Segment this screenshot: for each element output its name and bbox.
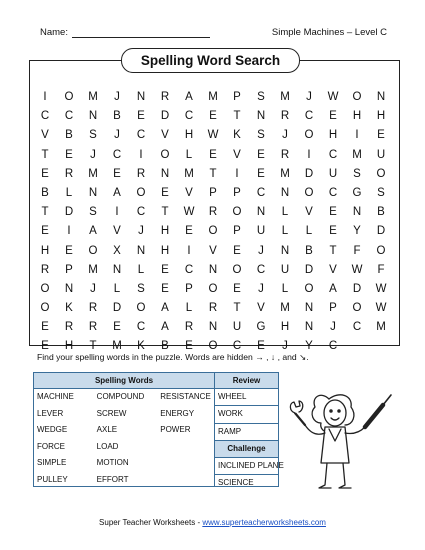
grid-letter[interactable]: O <box>136 302 146 315</box>
grid-letter[interactable]: A <box>89 225 97 238</box>
grid-letter[interactable]: V <box>161 129 169 142</box>
grid-letter[interactable]: M <box>88 263 98 276</box>
grid-letter[interactable]: E <box>209 110 217 123</box>
grid-letter[interactable]: E <box>161 263 169 276</box>
name-label: Name: <box>40 27 68 38</box>
grid-letter[interactable]: W <box>375 302 387 315</box>
letter-grid <box>33 88 393 357</box>
spelling-word: SIMPLE <box>37 458 67 467</box>
spelling-words-column-1 <box>34 389 94 486</box>
grid-letter[interactable]: A <box>113 186 121 199</box>
grid-letter[interactable]: O <box>64 91 74 103</box>
grid-letter[interactable]: R <box>208 206 218 219</box>
grid-letter[interactable]: W <box>207 129 219 142</box>
grid-letter[interactable]: E <box>329 206 337 219</box>
grid-letter[interactable]: O <box>304 129 314 142</box>
grid-letter[interactable]: U <box>376 148 386 161</box>
grid-letter[interactable]: P <box>233 225 241 238</box>
grid-letter[interactable]: L <box>281 282 289 295</box>
grid-letter[interactable]: F <box>377 263 385 276</box>
mechanic-girl-illustration <box>285 385 400 495</box>
challenge-word: INCLINED PLANE <box>215 458 278 475</box>
grid-letter[interactable]: H <box>160 225 170 238</box>
footer <box>0 518 425 527</box>
grid-letter[interactable]: L <box>65 186 73 199</box>
grid-letter[interactable]: E <box>41 225 49 238</box>
grid-letter[interactable]: U <box>328 167 338 180</box>
grid-letter[interactable]: Y <box>353 225 361 238</box>
grid-letter[interactable]: G <box>352 186 362 199</box>
grid-letter[interactable]: R <box>160 91 170 103</box>
grid-letter[interactable]: E <box>65 148 73 161</box>
grid-letter[interactable]: E <box>209 148 217 161</box>
grid-letter[interactable]: R <box>280 148 290 161</box>
grid-letter[interactable]: I <box>115 206 119 219</box>
grid-letter[interactable]: L <box>185 148 193 161</box>
grid-letter[interactable]: C <box>40 110 50 123</box>
grid-letter[interactable]: B <box>161 340 169 353</box>
grid-letter[interactable]: D <box>304 263 314 276</box>
grid-letter[interactable]: T <box>41 206 49 219</box>
grid-letter[interactable]: P <box>233 91 241 103</box>
grid-letter[interactable]: J <box>282 340 288 353</box>
grid-letter[interactable]: M <box>112 340 122 353</box>
grid-letter[interactable]: T <box>89 340 97 353</box>
grid-letter[interactable]: S <box>89 206 97 219</box>
grid-letter[interactable]: E <box>41 321 49 334</box>
grid-letter[interactable]: T <box>233 302 241 315</box>
grid-letter[interactable]: M <box>88 167 98 180</box>
grid-letter[interactable]: T <box>41 148 49 161</box>
spelling-words-column-2 <box>94 389 158 486</box>
grid-letter[interactable]: M <box>208 91 218 103</box>
grid-letter[interactable]: V <box>305 206 313 219</box>
grid-letter[interactable]: E <box>257 340 265 353</box>
grid-letter[interactable]: C <box>304 110 314 123</box>
grid-letter[interactable]: O <box>136 186 146 199</box>
grid-letter[interactable]: O <box>352 91 362 103</box>
grid-letter[interactable]: N <box>256 110 266 123</box>
grid-letter[interactable]: J <box>258 282 264 295</box>
spelling-words-list <box>34 389 215 486</box>
review-word: RAMP <box>215 424 278 441</box>
grid-letter[interactable]: P <box>209 186 217 199</box>
grid-letter[interactable]: E <box>161 282 169 295</box>
grid-letter[interactable]: D <box>304 167 314 180</box>
grid-letter[interactable]: E <box>65 244 73 257</box>
grid-letter[interactable]: D <box>352 282 362 295</box>
grid-letter[interactable]: B <box>41 186 49 199</box>
grid-letter[interactable]: J <box>258 244 264 257</box>
grid-letter[interactable]: V <box>41 129 49 142</box>
spelling-word: MOTION <box>96 458 129 467</box>
grid-letter[interactable]: O <box>304 282 314 295</box>
grid-letter[interactable]: R <box>280 110 290 123</box>
challenge-header: Challenge <box>215 441 278 458</box>
spelling-word: LOAD <box>96 441 119 451</box>
spelling-word: SCREW <box>96 408 127 418</box>
instruction-text: Find your spelling words in the puzzle. Words are hidden → , ↓ , and ↘. <box>37 352 309 362</box>
grid-letter[interactable]: N <box>112 263 122 276</box>
grid-letter[interactable]: H <box>352 110 362 123</box>
grid-letter[interactable]: E <box>185 225 193 238</box>
grid-letter[interactable]: E <box>41 167 49 180</box>
grid-letter[interactable]: T <box>161 206 169 219</box>
grid-letter[interactable]: L <box>137 263 145 276</box>
grid-letter[interactable]: C <box>136 206 146 219</box>
grid-letter[interactable]: E <box>113 321 121 334</box>
grid-letter[interactable]: J <box>138 225 144 238</box>
spelling-word: LEVER <box>37 408 64 418</box>
grid-letter[interactable]: V <box>209 244 217 257</box>
grid-letter[interactable]: C <box>64 110 74 123</box>
grid-letter[interactable]: B <box>377 206 385 219</box>
grid-letter[interactable]: D <box>112 302 122 315</box>
spelling-word: RESISTANCE <box>160 392 211 401</box>
spelling-word: FORCE <box>37 441 65 451</box>
grid-letter[interactable]: H <box>376 110 386 123</box>
grid-letter[interactable]: N <box>376 91 386 103</box>
grid-letter[interactable]: M <box>184 167 194 180</box>
grid-letter[interactable]: R <box>136 167 146 180</box>
grid-letter[interactable]: N <box>136 91 146 103</box>
grid-letter[interactable]: E <box>113 167 121 180</box>
spelling-word: POWER <box>160 425 191 434</box>
grid-letter[interactable]: R <box>88 321 98 334</box>
grid-letter[interactable]: R <box>64 167 74 180</box>
grid-letter[interactable]: C <box>328 186 338 199</box>
spelling-word: COMPOUND <box>96 392 145 401</box>
grid-letter[interactable]: N <box>304 302 314 315</box>
grid-letter[interactable]: S <box>89 129 97 142</box>
grid-letter[interactable]: P <box>329 302 337 315</box>
grid-letter[interactable]: Y <box>305 340 313 353</box>
grid-letter[interactable]: C <box>136 321 146 334</box>
grid-letter[interactable]: C <box>136 129 146 142</box>
grid-letter[interactable]: C <box>184 110 194 123</box>
grid-letter[interactable]: B <box>65 129 73 142</box>
grid-letter[interactable]: B <box>113 110 121 123</box>
grid-letter[interactable]: O <box>352 302 362 315</box>
grid-letter[interactable]: N <box>256 206 266 219</box>
grid-letter[interactable]: D <box>376 225 386 238</box>
spelling-word: ENERGY <box>160 408 195 418</box>
grid-letter[interactable]: C <box>232 340 242 353</box>
grid-letter[interactable]: N <box>160 167 170 180</box>
grid-letter[interactable]: W <box>327 91 339 103</box>
spelling-words-column-3 <box>157 389 214 486</box>
grid-letter[interactable]: D <box>160 110 170 123</box>
grid-letter[interactable]: E <box>377 129 385 142</box>
grid-letter[interactable]: H <box>64 340 74 353</box>
grid-letter[interactable]: H <box>160 244 170 257</box>
grid-letter[interactable]: V <box>329 263 337 276</box>
grid-letter[interactable]: N <box>280 244 290 257</box>
grid-letter[interactable]: M <box>280 91 290 103</box>
grid-letter[interactable]: P <box>185 282 193 295</box>
grid-letter[interactable]: O <box>208 340 218 353</box>
grid-letter[interactable]: R <box>184 321 194 334</box>
grid-letter[interactable]: S <box>257 91 265 103</box>
grid-letter[interactable]: C <box>328 340 338 353</box>
grid-letter[interactable]: E <box>161 186 169 199</box>
grid-letter[interactable]: L <box>281 225 289 238</box>
grid-letter[interactable]: T <box>209 167 217 180</box>
grid-letter[interactable]: M <box>376 321 386 334</box>
grid-letter[interactable]: P <box>65 263 73 276</box>
grid-letter[interactable]: E <box>257 167 265 180</box>
grid-letter[interactable]: E <box>137 110 145 123</box>
grid-letter[interactable]: D <box>64 206 74 219</box>
grid-letter[interactable]: O <box>160 148 170 161</box>
grid-letter[interactable]: I <box>307 148 311 161</box>
grid-letter[interactable]: I <box>139 148 143 161</box>
grid-letter[interactable]: O <box>376 244 386 257</box>
grid-letter[interactable]: M <box>280 167 290 180</box>
footer-prefix: Super Teacher Worksheets - <box>99 518 203 527</box>
page-title: Spelling Word Search <box>121 48 300 73</box>
grid-letter[interactable]: L <box>113 282 121 295</box>
grid-letter[interactable]: P <box>233 186 241 199</box>
grid-letter[interactable]: K <box>233 129 241 142</box>
challenge-word: SCIENCE <box>218 478 254 488</box>
grid-letter[interactable]: J <box>306 91 312 103</box>
grid-letter[interactable]: C <box>328 148 338 161</box>
grid-letter[interactable]: C <box>256 263 266 276</box>
grid-letter[interactable]: R <box>88 302 98 315</box>
grid-letter[interactable]: E <box>185 340 193 353</box>
grid-letter[interactable]: L <box>281 206 289 219</box>
grid-letter[interactable]: A <box>185 91 193 103</box>
grid-letter[interactable]: O <box>40 282 50 295</box>
review-challenge-column <box>215 389 284 488</box>
grid-letter[interactable]: H <box>328 129 338 142</box>
grid-letter[interactable]: O <box>208 225 218 238</box>
grid-letter[interactable]: V <box>113 225 121 238</box>
grid-letter[interactable]: M <box>352 148 362 161</box>
worksheet-subtitle: Simple Machines – Level C <box>271 27 387 38</box>
grid-letter[interactable]: U <box>232 321 242 334</box>
grid-letter[interactable]: H <box>40 244 50 257</box>
grid-letter[interactable]: W <box>351 263 363 276</box>
grid-letter[interactable]: N <box>88 186 98 199</box>
grid-letter[interactable]: T <box>329 244 337 257</box>
review-word: WHEEL <box>215 389 278 406</box>
grid-letter[interactable]: C <box>112 148 122 161</box>
grid-letter[interactable]: S <box>137 282 145 295</box>
grid-letter[interactable]: N <box>136 244 146 257</box>
spelling-word: PULLEY <box>37 474 68 484</box>
grid-letter[interactable]: C <box>184 263 194 276</box>
grid-letter[interactable]: E <box>233 244 241 257</box>
grid-letter[interactable]: O <box>232 263 242 276</box>
grid-letter[interactable]: S <box>257 129 265 142</box>
grid-letter[interactable]: J <box>114 129 120 142</box>
grid-letter[interactable]: W <box>375 282 387 295</box>
grid-letter[interactable]: R <box>64 321 74 334</box>
grid-letter[interactable]: I <box>67 225 71 238</box>
grid-letter[interactable]: C <box>256 186 266 199</box>
grid-letter[interactable]: I <box>355 129 359 142</box>
grid-letter[interactable]: E <box>257 148 265 161</box>
grid-letter[interactable]: E <box>233 282 241 295</box>
grid-letter[interactable]: M <box>280 302 290 315</box>
grid-letter[interactable]: E <box>41 340 49 353</box>
grid-letter[interactable]: V <box>233 148 241 161</box>
grid-letter[interactable]: K <box>137 340 145 353</box>
grid-letter[interactable]: N <box>88 110 98 123</box>
grid-letter[interactable]: S <box>377 186 385 199</box>
grid-letter[interactable]: J <box>90 148 96 161</box>
grid-letter[interactable]: O <box>208 282 218 295</box>
grid-letter[interactable]: N <box>208 321 218 334</box>
grid-letter[interactable]: A <box>161 302 169 315</box>
grid-letter[interactable]: F <box>353 244 361 257</box>
grid-letter[interactable]: A <box>329 282 337 295</box>
grid-letter[interactable]: M <box>88 91 98 103</box>
review-word: WORK <box>215 406 278 423</box>
grid-letter[interactable]: H <box>184 129 194 142</box>
footer-link[interactable]: www.superteacherworksheets.com <box>202 518 326 527</box>
grid-letter[interactable]: I <box>43 91 47 103</box>
grid-letter[interactable]: N <box>280 186 290 199</box>
name-blank-line[interactable] <box>72 27 210 38</box>
grid-letter[interactable]: R <box>208 302 218 315</box>
grid-letter[interactable]: U <box>256 225 266 238</box>
grid-letter[interactable]: O <box>304 186 314 199</box>
grid-letter[interactable]: I <box>187 244 191 257</box>
grid-letter[interactable]: V <box>257 302 265 315</box>
grid-letter[interactable]: G <box>256 321 266 334</box>
word-bank-header <box>34 373 278 389</box>
spelling-words-header: Spelling Words <box>34 373 215 388</box>
grid-letter[interactable]: V <box>185 186 193 199</box>
grid-letter[interactable]: O <box>40 302 50 315</box>
grid-letter[interactable]: J <box>114 91 120 103</box>
grid-letter[interactable]: N <box>64 282 74 295</box>
grid-letter[interactable]: C <box>352 321 362 334</box>
grid-letter[interactable]: E <box>329 225 337 238</box>
worksheet-header <box>40 27 387 41</box>
grid-letter[interactable]: O <box>376 167 386 180</box>
word-bank-table <box>33 372 284 488</box>
grid-letter[interactable]: S <box>353 167 361 180</box>
grid-letter[interactable]: K <box>65 302 73 315</box>
spelling-word: EFFORT <box>96 474 129 484</box>
spelling-word: AXLE <box>96 425 118 434</box>
grid-letter[interactable]: W <box>183 206 195 219</box>
grid-letter[interactable]: T <box>233 110 241 123</box>
grid-letter[interactable]: L <box>185 302 193 315</box>
grid-letter[interactable]: N <box>208 263 218 276</box>
spelling-word: WEDGE <box>37 425 68 434</box>
grid-letter[interactable]: I <box>235 167 239 180</box>
grid-letter[interactable]: H <box>280 321 290 334</box>
grid-letter[interactable]: E <box>329 110 337 123</box>
grid-letter[interactable]: J <box>330 321 336 334</box>
grid-letter[interactable]: J <box>282 129 288 142</box>
grid-letter[interactable]: N <box>352 206 362 219</box>
grid-letter[interactable]: J <box>90 282 96 295</box>
grid-letter[interactable]: U <box>280 263 290 276</box>
name-field <box>40 27 210 38</box>
grid-letter[interactable]: O <box>88 244 98 257</box>
review-header: Review <box>232 376 261 385</box>
spelling-word: MACHINE <box>37 392 74 401</box>
grid-letter[interactable]: O <box>232 206 242 219</box>
grid-letter[interactable]: N <box>304 321 314 334</box>
grid-letter[interactable]: R <box>40 263 50 276</box>
grid-letter[interactable]: A <box>161 321 169 334</box>
grid-letter[interactable]: X <box>113 244 121 257</box>
grid-letter[interactable]: L <box>305 225 313 238</box>
grid-letter[interactable]: B <box>305 244 313 257</box>
